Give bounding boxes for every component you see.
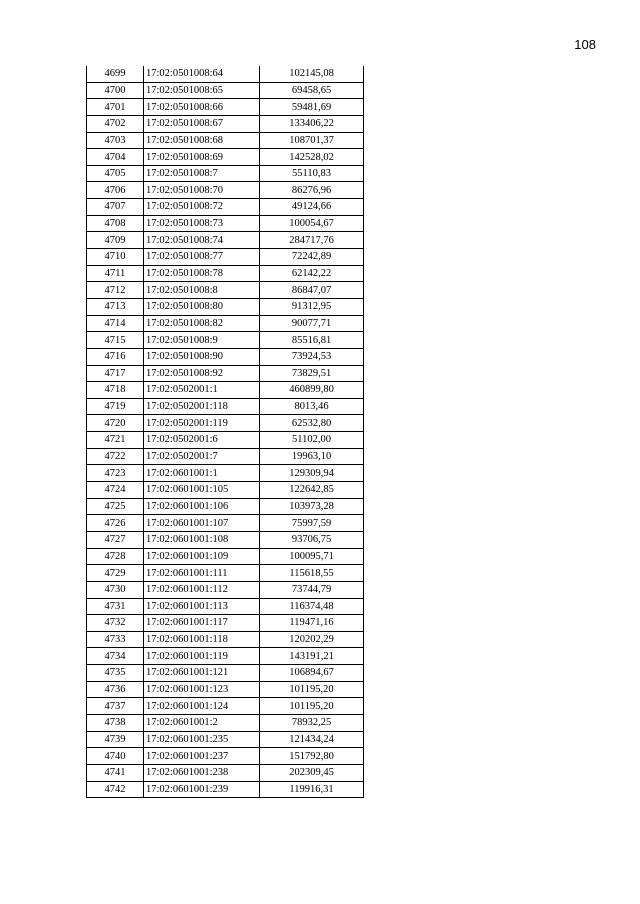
table-row bbox=[87, 748, 364, 765]
cadastral-number-cell: 17:02:0502001:6 bbox=[144, 432, 260, 449]
cadastral-value-cell: 59481,69 bbox=[260, 99, 364, 116]
row-number-cell: 4741 bbox=[87, 764, 144, 781]
cadastral-number-cell: 17:02:0501008:92 bbox=[144, 365, 260, 382]
row-number-cell: 4716 bbox=[87, 348, 144, 365]
table-row bbox=[87, 498, 364, 515]
table-row bbox=[87, 199, 364, 216]
cadastral-number-cell: 17:02:0501008:8 bbox=[144, 282, 260, 299]
table-row bbox=[87, 432, 364, 449]
cadastral-value-cell: 85516,81 bbox=[260, 332, 364, 349]
table-row bbox=[87, 731, 364, 748]
cadastral-value-cell: 102145,08 bbox=[260, 66, 364, 82]
row-number-cell: 4702 bbox=[87, 115, 144, 132]
cadastral-number-cell: 17:02:0501008:9 bbox=[144, 332, 260, 349]
cadastral-value-cell: 119471,16 bbox=[260, 615, 364, 632]
table-row bbox=[87, 265, 364, 282]
table-row bbox=[87, 665, 364, 682]
row-number-cell: 4734 bbox=[87, 648, 144, 665]
row-number-cell: 4726 bbox=[87, 515, 144, 532]
cadastral-number-cell: 17:02:0501008:73 bbox=[144, 215, 260, 232]
row-number-cell: 4699 bbox=[87, 66, 144, 82]
row-number-cell: 4708 bbox=[87, 215, 144, 232]
cadastral-value-cell: 284717,76 bbox=[260, 232, 364, 249]
table-row bbox=[87, 315, 364, 332]
table-row bbox=[87, 165, 364, 182]
cadastral-value-cell: 115618,55 bbox=[260, 565, 364, 582]
cadastral-number-cell: 17:02:0502001:7 bbox=[144, 448, 260, 465]
cadastral-number-cell: 17:02:0501008:70 bbox=[144, 182, 260, 199]
cadastral-value-cell: 62142,22 bbox=[260, 265, 364, 282]
cadastral-value-cell: 86276,96 bbox=[260, 182, 364, 199]
cadastral-number-cell: 17:02:0501008:74 bbox=[144, 232, 260, 249]
cadastral-number-cell: 17:02:0501008:68 bbox=[144, 132, 260, 149]
cadastral-number-cell: 17:02:0501008:67 bbox=[144, 115, 260, 132]
cadastral-value-cell: 106894,67 bbox=[260, 665, 364, 682]
row-number-cell: 4709 bbox=[87, 232, 144, 249]
cadastral-value-cell: 101195,20 bbox=[260, 681, 364, 698]
cadastral-value-cell: 119916,31 bbox=[260, 781, 364, 798]
cadastral-value-cell: 100054,67 bbox=[260, 215, 364, 232]
cadastral-value-cell: 78932,25 bbox=[260, 714, 364, 731]
table-row bbox=[87, 332, 364, 349]
table-row bbox=[87, 515, 364, 532]
cadastral-number-cell: 17:02:0601001:113 bbox=[144, 598, 260, 615]
table-row bbox=[87, 66, 364, 82]
table-row bbox=[87, 215, 364, 232]
table-row bbox=[87, 648, 364, 665]
table-body bbox=[87, 66, 364, 798]
page-number: 108 bbox=[574, 37, 596, 52]
cadastral-value-cell: 75997,59 bbox=[260, 515, 364, 532]
row-number-cell: 4737 bbox=[87, 698, 144, 715]
table-row bbox=[87, 565, 364, 582]
cadastral-number-cell: 17:02:0501008:90 bbox=[144, 348, 260, 365]
table-row bbox=[87, 698, 364, 715]
row-number-cell: 4719 bbox=[87, 398, 144, 415]
cadastral-value-cell: 86847,07 bbox=[260, 282, 364, 299]
table-row bbox=[87, 465, 364, 482]
cadastral-number-cell: 17:02:0601001:235 bbox=[144, 731, 260, 748]
cadastral-value-cell: 108701,37 bbox=[260, 132, 364, 149]
cadastral-value-cell: 73924,53 bbox=[260, 348, 364, 365]
cadastral-number-cell: 17:02:0501008:80 bbox=[144, 298, 260, 315]
cadastral-value-cell: 49124,66 bbox=[260, 199, 364, 216]
table-row bbox=[87, 298, 364, 315]
row-number-cell: 4707 bbox=[87, 199, 144, 216]
cadastral-value-cell: 8013,46 bbox=[260, 398, 364, 415]
cadastral-number-cell: 17:02:0502001:1 bbox=[144, 382, 260, 399]
cadastral-number-cell: 17:02:0501008:82 bbox=[144, 315, 260, 332]
row-number-cell: 4735 bbox=[87, 665, 144, 682]
cadastral-value-cell: 91312,95 bbox=[260, 298, 364, 315]
row-number-cell: 4712 bbox=[87, 282, 144, 299]
row-number-cell: 4733 bbox=[87, 631, 144, 648]
cadastral-number-cell: 17:02:0601001:121 bbox=[144, 665, 260, 682]
cadastral-value-cell: 90077,71 bbox=[260, 315, 364, 332]
table-row bbox=[87, 398, 364, 415]
row-number-cell: 4722 bbox=[87, 448, 144, 465]
cadastral-number-cell: 17:02:0601001:118 bbox=[144, 631, 260, 648]
table-row bbox=[87, 531, 364, 548]
cadastral-number-cell: 17:02:0601001:1 bbox=[144, 465, 260, 482]
row-number-cell: 4740 bbox=[87, 748, 144, 765]
cadastral-number-cell: 17:02:0601001:238 bbox=[144, 764, 260, 781]
row-number-cell: 4715 bbox=[87, 332, 144, 349]
cadastral-number-cell: 17:02:0501008:65 bbox=[144, 82, 260, 99]
cadastral-value-cell: 73744,79 bbox=[260, 581, 364, 598]
row-number-cell: 4717 bbox=[87, 365, 144, 382]
row-number-cell: 4721 bbox=[87, 432, 144, 449]
cadastral-number-cell: 17:02:0601001:106 bbox=[144, 498, 260, 515]
cadastral-number-cell: 17:02:0601001:108 bbox=[144, 531, 260, 548]
cadastral-number-cell: 17:02:0501008:78 bbox=[144, 265, 260, 282]
table-row bbox=[87, 182, 364, 199]
row-number-cell: 4711 bbox=[87, 265, 144, 282]
row-number-cell: 4714 bbox=[87, 315, 144, 332]
cadastral-number-cell: 17:02:0502001:119 bbox=[144, 415, 260, 432]
row-number-cell: 4732 bbox=[87, 615, 144, 632]
cadastral-number-cell: 17:02:0501008:77 bbox=[144, 249, 260, 266]
cadastral-value-cell: 121434,24 bbox=[260, 731, 364, 748]
cadastral-value-cell: 55110,83 bbox=[260, 165, 364, 182]
table-row bbox=[87, 149, 364, 166]
cadastral-value-cell: 116374,48 bbox=[260, 598, 364, 615]
table-row bbox=[87, 548, 364, 565]
row-number-cell: 4703 bbox=[87, 132, 144, 149]
row-number-cell: 4700 bbox=[87, 82, 144, 99]
cadastral-value-cell: 51102,00 bbox=[260, 432, 364, 449]
cadastral-value-cell: 202309,45 bbox=[260, 764, 364, 781]
cadastral-value-cell: 101195,20 bbox=[260, 698, 364, 715]
row-number-cell: 4738 bbox=[87, 714, 144, 731]
row-number-cell: 4728 bbox=[87, 548, 144, 565]
cadastral-number-cell: 17:02:0601001:2 bbox=[144, 714, 260, 731]
cadastral-value-cell: 93706,75 bbox=[260, 531, 364, 548]
table-row bbox=[87, 598, 364, 615]
row-number-cell: 4729 bbox=[87, 565, 144, 582]
table-row bbox=[87, 232, 364, 249]
row-number-cell: 4725 bbox=[87, 498, 144, 515]
cadastral-number-cell: 17:02:0601001:239 bbox=[144, 781, 260, 798]
cadastral-value-cell: 62532,80 bbox=[260, 415, 364, 432]
table-row bbox=[87, 282, 364, 299]
table-row bbox=[87, 365, 364, 382]
cadastral-value-cell: 142528,02 bbox=[260, 149, 364, 166]
cadastral-value-cell: 72242,89 bbox=[260, 249, 364, 266]
table-row bbox=[87, 132, 364, 149]
cadastral-value-cell: 73829,51 bbox=[260, 365, 364, 382]
table-row bbox=[87, 99, 364, 116]
table-row bbox=[87, 781, 364, 798]
row-number-cell: 4736 bbox=[87, 681, 144, 698]
row-number-cell: 4742 bbox=[87, 781, 144, 798]
row-number-cell: 4701 bbox=[87, 99, 144, 116]
table-row bbox=[87, 482, 364, 499]
cadastral-value-cell: 460899,80 bbox=[260, 382, 364, 399]
cadastral-number-cell: 17:02:0601001:112 bbox=[144, 581, 260, 598]
cadastral-value-cell: 129309,94 bbox=[260, 465, 364, 482]
cadastral-number-cell: 17:02:0501008:64 bbox=[144, 66, 260, 82]
row-number-cell: 4720 bbox=[87, 415, 144, 432]
cadastral-value-cell: 143191,21 bbox=[260, 648, 364, 665]
cadastral-value-table bbox=[86, 66, 364, 798]
row-number-cell: 4731 bbox=[87, 598, 144, 615]
cadastral-number-cell: 17:02:0601001:119 bbox=[144, 648, 260, 665]
table-row bbox=[87, 249, 364, 266]
table-row bbox=[87, 631, 364, 648]
cadastral-number-cell: 17:02:0601001:109 bbox=[144, 548, 260, 565]
cadastral-number-cell: 17:02:0601001:111 bbox=[144, 565, 260, 582]
table-row bbox=[87, 764, 364, 781]
table-row bbox=[87, 681, 364, 698]
cadastral-value-cell: 19963,10 bbox=[260, 448, 364, 465]
cadastral-number-cell: 17:02:0601001:107 bbox=[144, 515, 260, 532]
cadastral-value-cell: 120202,29 bbox=[260, 631, 364, 648]
row-number-cell: 4730 bbox=[87, 581, 144, 598]
row-number-cell: 4739 bbox=[87, 731, 144, 748]
table-row bbox=[87, 448, 364, 465]
cadastral-number-cell: 17:02:0501008:72 bbox=[144, 199, 260, 216]
cadastral-number-cell: 17:02:0501008:7 bbox=[144, 165, 260, 182]
table-row bbox=[87, 581, 364, 598]
row-number-cell: 4718 bbox=[87, 382, 144, 399]
table-row bbox=[87, 415, 364, 432]
table-row bbox=[87, 115, 364, 132]
cadastral-number-cell: 17:02:0601001:237 bbox=[144, 748, 260, 765]
cadastral-number-cell: 17:02:0601001:105 bbox=[144, 482, 260, 499]
table-row bbox=[87, 615, 364, 632]
cadastral-value-cell: 69458,65 bbox=[260, 82, 364, 99]
table-row bbox=[87, 82, 364, 99]
cadastral-value-cell: 151792,80 bbox=[260, 748, 364, 765]
cadastral-number-cell: 17:02:0601001:124 bbox=[144, 698, 260, 715]
cadastral-value-cell: 133406,22 bbox=[260, 115, 364, 132]
row-number-cell: 4710 bbox=[87, 249, 144, 266]
cadastral-value-cell: 122642,85 bbox=[260, 482, 364, 499]
row-number-cell: 4723 bbox=[87, 465, 144, 482]
row-number-cell: 4724 bbox=[87, 482, 144, 499]
cadastral-number-cell: 17:02:0502001:118 bbox=[144, 398, 260, 415]
row-number-cell: 4713 bbox=[87, 298, 144, 315]
table-row bbox=[87, 382, 364, 399]
cadastral-value-cell: 100095,71 bbox=[260, 548, 364, 565]
row-number-cell: 4705 bbox=[87, 165, 144, 182]
cadastral-number-cell: 17:02:0601001:123 bbox=[144, 681, 260, 698]
cadastral-number-cell: 17:02:0501008:66 bbox=[144, 99, 260, 116]
cadastral-number-cell: 17:02:0501008:69 bbox=[144, 149, 260, 166]
row-number-cell: 4706 bbox=[87, 182, 144, 199]
cadastral-value-cell: 103973,28 bbox=[260, 498, 364, 515]
cadastral-number-cell: 17:02:0601001:117 bbox=[144, 615, 260, 632]
table-row bbox=[87, 714, 364, 731]
row-number-cell: 4727 bbox=[87, 531, 144, 548]
table-row bbox=[87, 348, 364, 365]
row-number-cell: 4704 bbox=[87, 149, 144, 166]
